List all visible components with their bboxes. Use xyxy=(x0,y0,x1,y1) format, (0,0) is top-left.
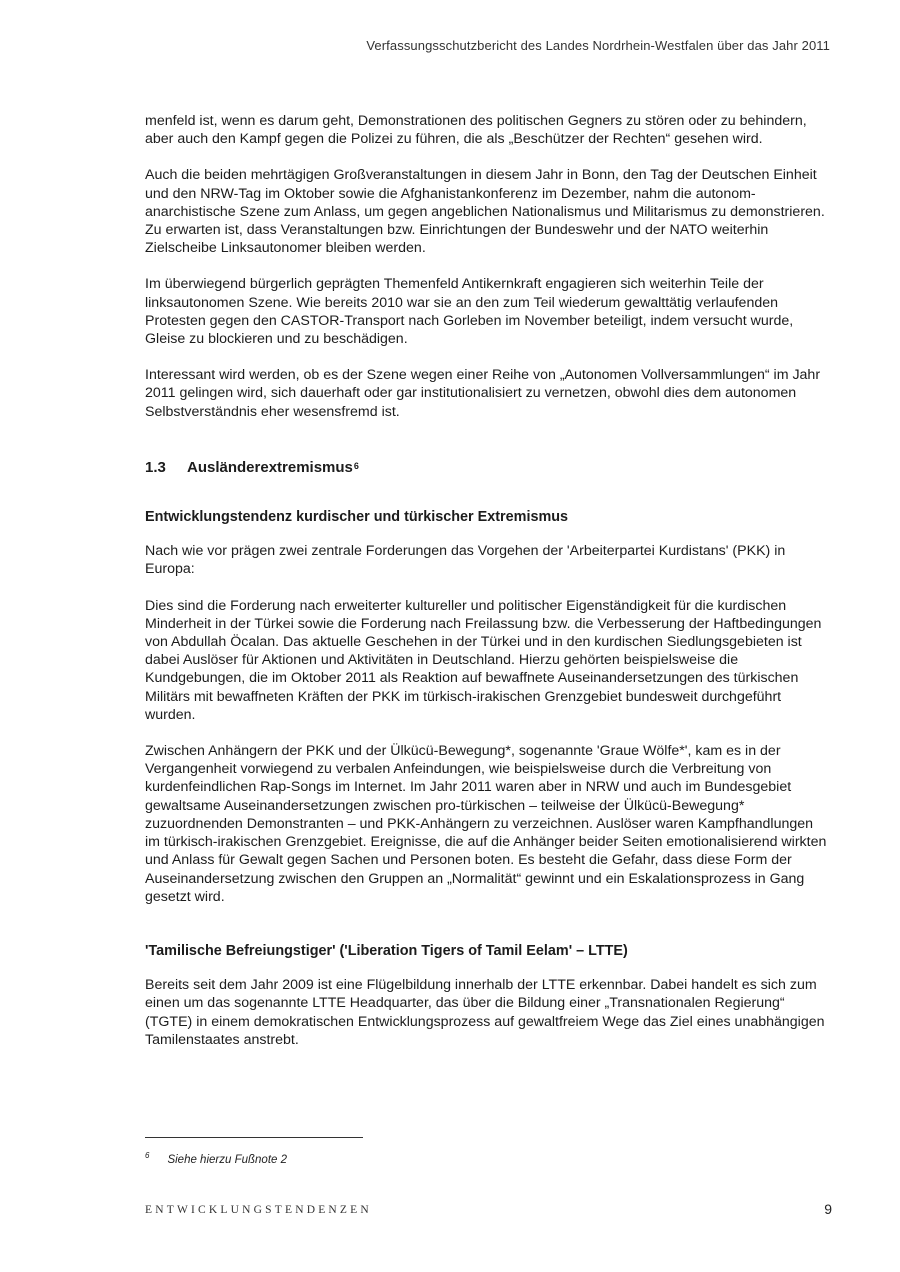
paragraph: Bereits seit dem Jahr 2009 ist eine Flügelbildung innerhalb der LTTE erkennbar. Dabei handelt es sich zum einen um das sogenannte LTTE Headquarter, das über die Bildung einer „Transnationalen Regierung“ (TGTE) in einem demokratischen Entwicklungsprozess auf gewaltfreiem Wege das Ziel eines unabhängigen Tamilenstaates anstrebt. xyxy=(145,977,825,1048)
page-number: 9 xyxy=(824,1201,832,1217)
section-number: 1.3 xyxy=(145,458,166,476)
footnote-divider xyxy=(145,1137,363,1138)
paragraph: Interessant wird werden, ob es der Szene wegen einer Reihe von „Autonomen Vollversammlungen“ im Jahr 2011 gelingen wird, sich dauerhaft oder gar institutionalisiert zu vernetzen, obwohl dies dem autonomen Selbstverständnis eher wesensfremd ist. xyxy=(145,367,821,420)
footnote-mark: 6 xyxy=(145,1151,150,1160)
paragraph: Zwischen Anhängern der PKK und der Ülkücü-Bewegung*, sogenannte 'Graue Wölfe*', kam es in der Vergangenheit vorwiegend zu verbalen Anfeindungen, wie beispielsweise durch die Verbreitung von kurdenfeindlichen Rap-Songs im Internet. Im Jahr 2011 waren aber in NRW und auch im Bundesgebiet gewaltsame Auseinandersetzungen zwischen pro-türkischen – teilweise der Ülkücü-Bewegung* zuzuordnenden Demonstranten – und PKK-Anhängern zu verzeichnen. Auslöser waren Kampfhandlungen im türkisch-irakischen Grenzgebiet. Ereignisse, die auf die Anhänger beider Seiten emotionalisierend wirkten und Anlass für Gewalt gegen Sachen und Personen boten. Es besteht die Gefahr, dass diese Form der Auseinandersetzung zwischen den Gruppen an „Normalität“ gewinnt und ein Eskalationsprozess in Gang gesetzt wird. xyxy=(145,743,827,905)
section-heading xyxy=(145,459,830,478)
section-title: Ausländerextremismus xyxy=(187,458,353,476)
footnote xyxy=(145,1151,287,1166)
paragraph: menfeld ist, wenn es darum geht, Demonstrationen des politischen Gegners zu stören oder zu behindern, aber auch den Kampf gegen die Polizei zu führen, die als „Beschützer der Rechten“ gesehen wird. xyxy=(145,113,807,148)
subheading-kurdish: Entwicklungstendenz kurdischer und türkischer Extremismus xyxy=(145,509,569,526)
footer-section-label: ENTWICKLUNGSTENDENZEN xyxy=(145,1204,372,1216)
footnote-reference: 6 xyxy=(353,460,359,471)
paragraph: Im überwiegend bürgerlich geprägten Themenfeld Antikernkraft engagieren sich weiterhin Teile der linksautonomen Szene. Wie bereits 2010 war sie an den zum Teil wiederum gewalttätig verlaufenden Protesten gegen den CASTOR-Transport nach Gorleben im November beteiligt, indem versucht wurde, Gleise zu blockieren und zu beschädigen. xyxy=(145,276,794,348)
paragraph: Dies sind die Forderung nach erweiterter kultureller und politischer Eigenständigkeit für die kurdischen Minderheit in der Türkei sowie die Forderung nach Freilassung bzw. die Verbesserung der Haftbedingungen von Abdullah Öcalan. Das aktuelle Geschehen in der Türkei und in den kurdischen Siedlungsgebieten ist dabei Auslöser für Aktionen und Aktivitäten in Deutschland. Hierzu gehörten beispielsweise die Kundgebungen, die im Oktober 2011 als Reaktion auf bewaffnete Auseinandersetzungen des türkischen Militärs mit bewaffneten Kräften der PKK im türkisch-irakischen Grenzgebiet bundesweit durchgeführt wurden. xyxy=(145,597,822,723)
subheading-tamil: 'Tamilische Befreiungstiger' ('Liberation Tigers of Tamil Eelam' – LTTE) xyxy=(145,942,628,959)
running-header: Verfassungsschutzbericht des Landes Nordrhein-Westfalen über das Jahr 2011 xyxy=(366,38,830,53)
footnote-text: Siehe hierzu Fußnote 2 xyxy=(167,1153,287,1166)
paragraph: Auch die beiden mehrtägigen Großveranstaltungen in diesem Jahr in Bonn, den Tag der Deutschen Einheit und den NRW-Tag im Oktober sowie die Afghanistankonferenz im Dezember, nahm die autonom-anarchistische Szene zum Anlass, um gegen angeblichen Nationalismus und Militarismus zu demonstrieren. Zu erwarten ist, dass Veranstaltungen bzw. Einrichtungen der Bundeswehr und der NATO weiterhin Zielscheibe Linksautonomer bleiben werden. xyxy=(145,167,825,257)
paragraph: Nach wie vor prägen zwei zentrale Forderungen das Vorgehen der 'Arbeiterpartei Kurdistans' (PKK) in Europa: xyxy=(145,543,786,578)
main-content xyxy=(145,112,830,1067)
